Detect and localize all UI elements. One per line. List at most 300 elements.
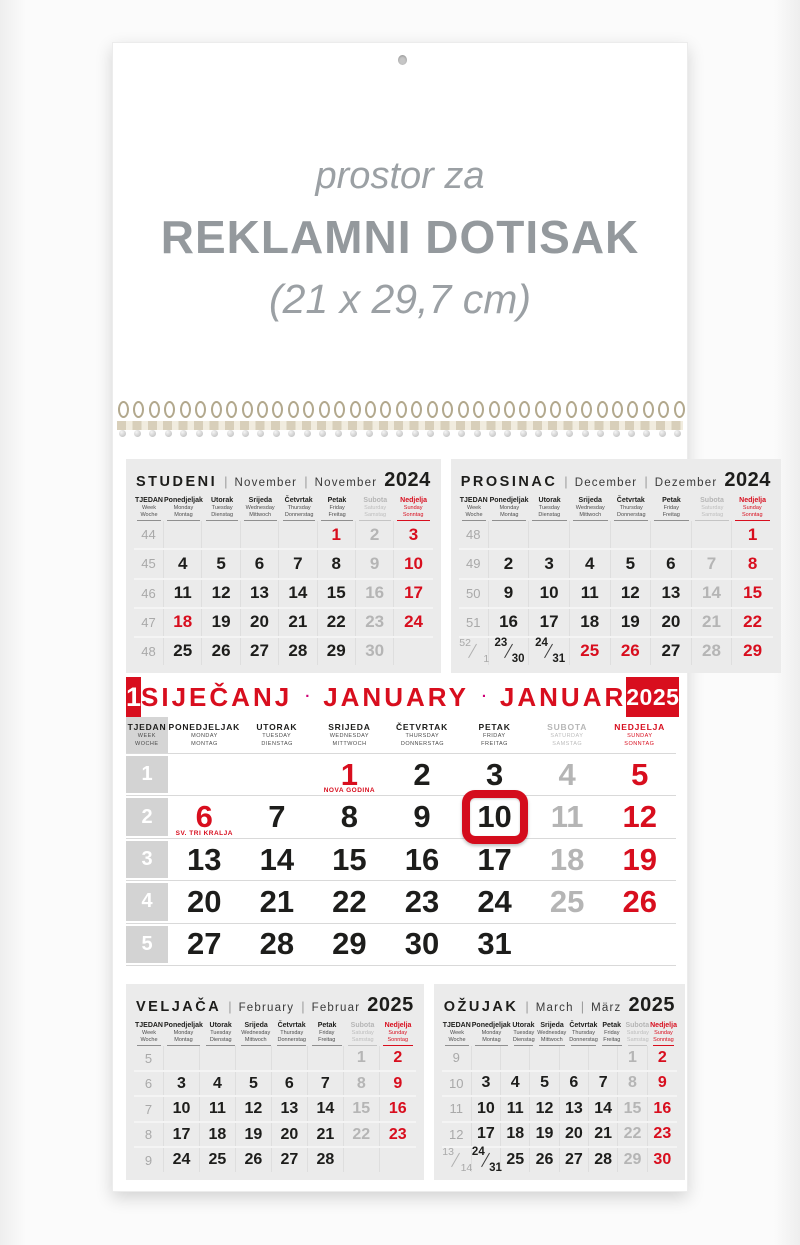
day-name-de: MONTAG [190,740,218,747]
week-row [134,609,433,638]
day-name-en: Wednesday [241,1030,271,1036]
day-name-hr: Ponedjeljak [489,497,529,504]
spiral-loop [163,401,173,443]
date-cell: 10 [472,1097,501,1120]
day-name-hr: Ponedjeljak [164,1022,203,1029]
date-cell [458,796,531,837]
date-cell [313,796,386,837]
date-number: 7 [268,799,286,835]
week-number: 10 [442,1072,472,1095]
date-cell: 29 [618,1148,647,1172]
date-primary: 24 [471,1145,485,1158]
date-cell [313,754,386,795]
date-cell: 9 [489,580,530,607]
date-cell: 20 [272,1123,308,1147]
day-name-de: Woche [140,511,158,518]
date-number: 10 [477,799,512,835]
day-name-de: Donnerstag [277,1036,306,1043]
day-name-de: Montag [174,1036,193,1043]
date-cell [164,1046,200,1070]
date-cell: 8 [318,550,356,577]
week-number: 7 [134,1097,164,1121]
date-secondary: 30 [511,653,525,666]
date-number: 6 [195,799,213,835]
week-row [134,1072,416,1098]
split-date [494,637,525,666]
date-cell [489,638,530,665]
week-row [134,1046,416,1072]
day-name-hr: Subota [625,1022,650,1029]
date-cell [531,839,604,880]
year-badge: 2025 [626,677,679,717]
day-header [536,1022,568,1046]
spiral-loop [488,401,498,443]
bottom-mini-calendars [126,984,677,1180]
date-number: 29 [332,926,367,962]
date-cell: 14 [692,580,733,607]
day-header [442,1022,472,1046]
day-name-en: Sunday [388,1030,408,1036]
spiral-loop [596,401,606,443]
date-cell: 13 [272,1097,308,1121]
date-cell: 12 [611,580,652,607]
date-cell [386,924,459,965]
date-number: 12 [622,799,657,835]
spiral-loop [333,401,343,443]
date-cell: 17 [164,1123,200,1147]
date-cell [529,638,570,665]
day-headers [442,1022,677,1046]
week-number: 5 [134,1046,164,1070]
date-cell [692,521,733,548]
day-name-en: Friday [663,505,680,511]
date-cell [458,924,531,965]
date-number: 17 [477,841,512,877]
date-cell: 4 [200,1072,236,1096]
day-name-en: Wednesday [537,1030,567,1036]
date-cell: 30 [356,638,394,665]
date-cell [471,1145,502,1174]
day-name-hr: TJEDAN [134,1022,163,1029]
spiral-loop [117,401,127,443]
date-primary: 13 [442,1145,454,1158]
date-cell: 11 [164,580,202,607]
week-row [459,580,773,609]
week-row [459,521,773,550]
title-part: JANUAR [499,681,627,712]
date-number: 21 [259,883,295,919]
date-cell: 6 [272,1072,308,1096]
day-name-en: THURSDAY [405,733,439,740]
date-cell: 10 [164,1097,200,1121]
day-name-hr: Petak [602,1022,622,1029]
date-number: 18 [549,841,585,877]
day-name-hr: Petak [662,497,681,504]
mini-calendar-header [134,459,433,497]
day-header [318,497,356,521]
date-cell: 28 [279,638,317,665]
date-cell [386,839,459,880]
week-number: 3 [126,841,168,878]
date-cell: 23 [388,1125,407,1143]
day-header [489,497,530,521]
date-number: 5 [631,756,649,792]
date-cell: 3 [164,1072,200,1096]
spiral-loop [441,401,451,443]
day-name-de: Dienstag [512,1036,535,1043]
day-name-de: Dienstag [209,1036,232,1043]
day-name-en: Thursday [287,505,311,511]
date-cell [386,754,459,795]
separator: | [580,999,585,1014]
day-name-de: Freitag [662,511,681,518]
hanger-hole [398,55,407,65]
week-row [459,609,773,638]
day-name-en: Tuesday [210,1030,232,1036]
date-primary: 23 [494,637,508,650]
date-cell: 3 [408,524,419,544]
day-name-de: Montag [174,511,193,518]
date-cell: 19 [236,1123,272,1147]
week-number: 8 [134,1123,164,1147]
date-grid [442,1046,677,1172]
day-name-hr: Subota [700,497,724,504]
week-number: 47 [134,609,164,636]
week-number: 11 [442,1097,472,1120]
day-name-de: Mittwoch [541,1036,563,1043]
day-name-de: Samstag [351,1036,374,1043]
date-number: 22 [332,883,367,919]
spiral-loop [194,401,204,443]
day-header [345,1022,380,1046]
date-cell [241,839,314,880]
day-name-hr: TJEDAN [127,722,167,733]
day-header [241,497,279,521]
week-row [126,880,676,922]
spiral-loop [349,401,359,443]
date-cell: 13 [651,580,692,607]
date-cell: 22 [743,612,763,632]
date-cell: 15 [318,580,356,607]
day-name-en: MONDAY [190,733,218,740]
day-header [134,497,164,521]
date-cell: 29 [743,641,763,661]
day-header [134,1022,164,1046]
ad-space [113,155,687,323]
date-number: 28 [259,926,295,962]
date-cell: 5 [236,1072,272,1096]
spiral-loop [534,401,544,443]
date-cell: 29 [318,638,356,665]
spiral-loop [318,401,328,443]
main-day-headers [126,717,676,753]
date-secondary: 31 [489,1161,502,1174]
date-cell: 23 [653,1125,672,1143]
week-row [134,550,433,579]
date-cell: 1 [318,521,356,548]
day-name-hr: Utorak [209,1022,232,1029]
date-number: 24 [477,883,512,919]
date-cell [458,839,531,880]
ad-line-1: prostor za [315,155,485,197]
week-row [126,753,676,795]
date-cell: 12 [202,580,240,607]
main-date-grid [126,753,676,966]
spiral-loop [225,401,235,443]
date-cell: 10 [404,553,423,573]
date-cell [603,924,676,965]
month-name-en: February [238,1002,295,1014]
date-cell: 27 [651,638,692,665]
date-cell: 18 [164,609,202,636]
date-cell [386,796,459,837]
day-name-de: FREITAG [481,740,508,747]
date-number: 25 [549,883,585,919]
date-cell [603,839,676,880]
date-cell [344,1148,380,1172]
day-header [164,497,203,521]
date-cell [531,796,604,837]
day-name-en: Friday [319,1030,335,1036]
day-name-de: Dienstag [538,511,561,518]
day-name-hr: Ponedjeljak [164,497,203,504]
week-number [459,638,489,665]
day-name-hr: Četvrtak [277,1022,306,1029]
month-name-hr: OŽUJAK [443,999,519,1015]
date-number: 23 [404,883,440,919]
week-number: 9 [442,1046,472,1069]
week-row [442,1145,677,1174]
date-cell: 5 [202,550,240,577]
date-cell: 4 [501,1072,530,1095]
date-cell: 21 [279,609,317,636]
top-mini-calendars [126,459,771,673]
date-grid [459,521,773,665]
date-cell [272,1046,308,1070]
date-cell [308,1046,344,1070]
day-header [599,1022,625,1046]
day-name-hr: TJEDAN [134,497,163,504]
date-secondary: 1 [483,653,490,666]
date-cell [168,839,241,880]
day-name-hr: SUBOTA [547,722,588,733]
date-cell [501,1046,530,1069]
date-cell: 17 [529,609,570,636]
date-cell: 19 [611,609,652,636]
month-name-en: December [574,477,638,489]
day-name-de: Mittwoch [245,1036,268,1043]
date-cell [472,1046,501,1069]
day-name-hr: UTORAK [256,722,298,733]
split-date [459,637,490,666]
year-label: 2025 [367,994,414,1016]
date-cell: 6 [241,550,279,577]
day-name-hr: Petak [317,1022,337,1029]
date-cell [279,521,317,548]
month-name-de: März [591,1002,622,1014]
day-name-hr: NEDJELJA [614,722,666,733]
date-cursor-marker [462,790,528,844]
date-cell: 11 [570,580,611,607]
date-cell [531,881,604,922]
title-part: JANUARY [323,681,469,712]
date-cell: 3 [529,550,570,577]
week-row [459,638,773,665]
date-number: 8 [340,799,359,835]
date-cell: 24 [404,612,423,632]
date-number: 31 [477,926,512,962]
day-header [458,717,531,753]
day-name-de: MITTWOCH [332,740,367,747]
day-name-en: Sunday [654,1030,673,1036]
title-separator-dot: · [481,687,487,705]
day-name-en: TUESDAY [262,733,292,740]
spiral-loop [210,401,220,443]
day-name-de: Sonntag [742,511,763,518]
day-name-de: Mittwoch [249,511,272,518]
day-name-en: Saturday [364,505,387,511]
date-cell: 1 [344,1046,380,1070]
day-name-de: Sonntag [653,1036,674,1043]
date-cell: 16 [653,1099,672,1117]
date-cell: 22 [344,1123,380,1147]
day-name-hr: Ponedjeljak [471,1022,511,1029]
day-name-en: Friday [329,505,345,511]
date-number: 30 [404,926,440,962]
week-row [134,1097,416,1123]
day-header [570,497,611,521]
spiral-loop [518,401,528,443]
week-number: 9 [134,1148,164,1172]
day-name-en: FRIDAY [483,733,506,740]
spiral-loop [457,401,467,443]
day-name-hr: Nedjelja [384,1022,412,1029]
date-cell: 7 [279,550,317,577]
date-cell: 2 [657,1048,667,1066]
date-cell: 16 [489,609,530,636]
day-name-hr: PONEDJELJAK [168,722,241,733]
day-header [650,1022,677,1046]
day-header [692,497,733,521]
day-name-en: Monday [481,1030,502,1036]
day-header [568,1022,599,1046]
title-separator-dot: · [305,687,311,705]
date-cell [313,924,386,965]
date-cell: 21 [692,609,733,636]
date-cell: 17 [404,583,423,603]
date-cell [394,638,432,665]
spiral-loop [657,401,667,443]
day-headers [134,497,433,521]
day-name-hr: Četvrtak [569,1022,598,1029]
day-name-de: Donnerstag [616,511,646,518]
week-number: 6 [134,1072,164,1096]
day-name-en: Thursday [571,1030,595,1036]
date-number: 26 [622,883,657,919]
date-cell [164,521,202,548]
day-header [126,717,168,753]
date-cell [386,881,459,922]
date-secondary: 14 [460,1161,473,1174]
day-header [203,497,241,521]
week-row [126,923,676,966]
date-cell [570,521,611,548]
date-number: 11 [550,799,584,835]
date-cell: 21 [589,1123,618,1146]
date-cell: 16 [388,1100,407,1118]
date-cell: 1 [618,1046,647,1069]
date-cell: 15 [344,1097,380,1121]
day-name-de: Woche [140,1036,158,1043]
day-header [611,497,652,521]
day-name-de: SONNTAG [624,740,655,747]
day-name-de: Sonntag [387,1036,409,1043]
date-cell [168,796,241,837]
day-name-de: Donnerstag [569,1036,598,1043]
day-name-en: Monday [173,1030,194,1036]
day-name-hr: Nedjelja [739,497,767,504]
date-cell [236,1046,272,1070]
day-name-hr: Utorak [210,497,234,504]
day-name-hr: Srijeda [248,497,273,504]
date-cell [241,796,314,837]
day-name-en: Week [449,1030,464,1036]
date-cell: 26 [202,638,240,665]
date-cell: 8 [747,553,758,573]
day-name-en: Thursday [280,1030,304,1036]
day-name-hr: Srijeda [540,1022,564,1029]
date-cell [531,754,604,795]
day-name-de: Dienstag [211,511,233,518]
week-row [442,1046,677,1071]
day-header [313,717,386,753]
month-name-hr: PROSINAC [460,474,558,490]
week-number: 48 [459,521,489,548]
date-cell [651,521,692,548]
date-cell: 15 [618,1097,647,1120]
day-header [529,497,570,521]
week-row [134,1148,416,1172]
date-cell: 19 [202,609,240,636]
week-row [459,550,773,579]
month-name-de: Dezember [654,477,718,489]
day-name-de: Freitag [328,511,346,518]
mini-calendar-veljaca [126,984,424,1180]
day-name-hr: Srijeda [578,497,602,504]
year-label: 2024 [384,469,431,491]
date-cell: 7 [589,1072,618,1095]
day-name-hr: Subota [363,497,388,504]
week-row [134,580,433,609]
day-header [394,497,432,521]
day-header [241,717,314,753]
date-cell: 4 [164,550,202,577]
spiral-loop [565,401,575,443]
day-name-hr: PETAK [478,722,511,733]
week-number: 5 [126,926,168,963]
spiral-loop [611,401,621,443]
day-header [380,1022,415,1046]
date-cell: 2 [489,550,530,577]
day-name-hr: SRIJEDA [328,722,371,733]
month-number-badge: 1 [126,677,141,717]
spiral-loop [364,401,374,443]
year-label: 2024 [724,469,771,491]
spiral-loop [549,401,559,443]
week-row [442,1123,677,1148]
spiral-loop [642,401,652,443]
day-headers [134,1022,416,1046]
